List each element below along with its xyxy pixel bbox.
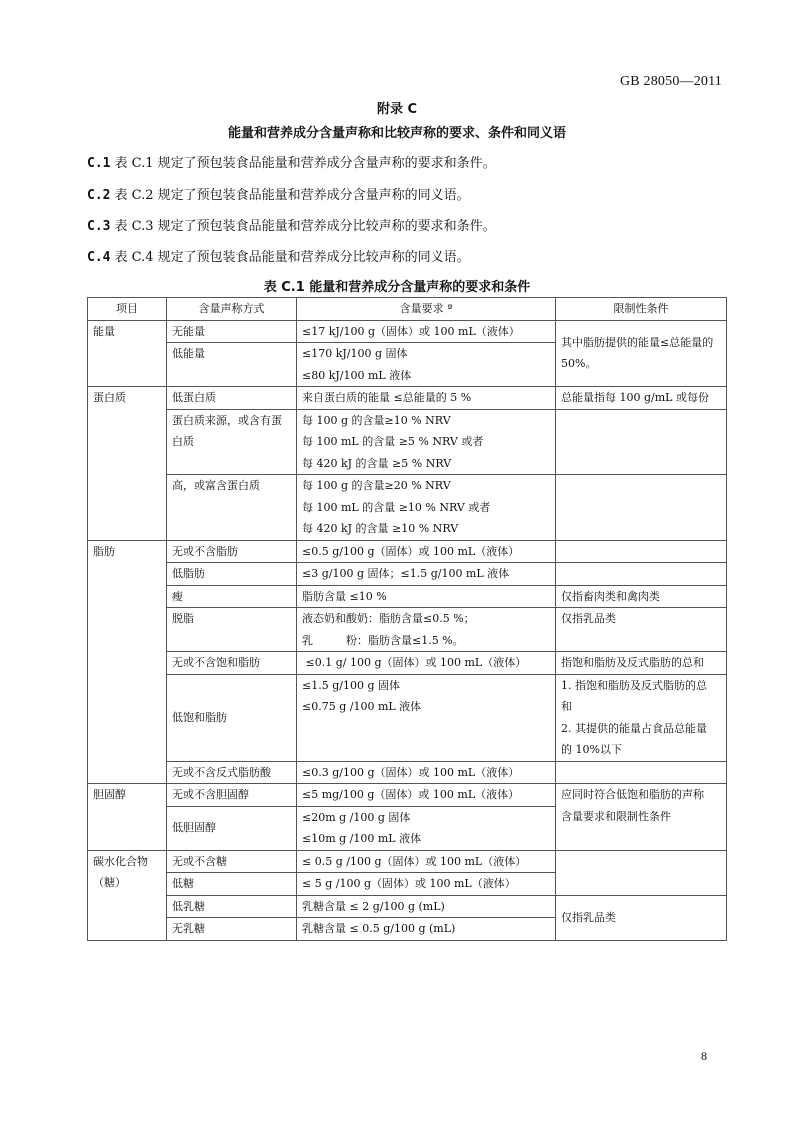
requirement-line: 每 100 g 的含量≥10 % NRV xyxy=(302,413,451,427)
table-row xyxy=(88,674,727,761)
condition-line: 和 xyxy=(561,700,572,713)
requirement-cell xyxy=(297,320,556,343)
table-header-row xyxy=(88,298,727,321)
claim-cell: 低糖 xyxy=(167,873,297,896)
header-condition: 限制性条件 xyxy=(556,298,727,321)
requirement-line: ≤3 g/100 g 固体；≤1.5 g/100 mL 液体 xyxy=(302,567,510,580)
claim-cell: 低脂肪 xyxy=(167,563,297,586)
table-row xyxy=(88,784,727,807)
table-row xyxy=(88,761,727,784)
claim-cell: 脱脂 xyxy=(167,608,297,652)
requirement-cell xyxy=(297,343,556,387)
requirement-cell xyxy=(297,563,556,586)
table-row xyxy=(88,387,727,410)
requirement-cell xyxy=(297,409,556,475)
requirement-cell xyxy=(297,674,556,761)
requirements-table xyxy=(87,297,727,941)
requirement-line: 每 420 kJ 的含量 ≥5 % NRV xyxy=(302,456,452,470)
condition-cell xyxy=(556,850,727,895)
requirement-cell xyxy=(297,918,556,941)
item-line: 碳水化合物 xyxy=(93,854,148,868)
condition-cell xyxy=(556,784,727,851)
claim-cell: 瘦 xyxy=(167,585,297,608)
requirement-line: ≤ 5 g /100 g（固体）或 100 mL（液体） xyxy=(302,877,516,890)
table-row xyxy=(88,320,727,343)
table-row xyxy=(88,409,727,475)
requirement-cell xyxy=(297,608,556,652)
requirement-cell xyxy=(297,761,556,784)
appendix-title: 附录 C xyxy=(376,102,418,117)
claim-cell: 低能量 xyxy=(167,343,297,387)
item-cell: 胆固醇 xyxy=(88,784,167,851)
table-caption: 表 C.1 能量和营养成分含量声称的要求和条件 xyxy=(263,280,531,295)
condition-cell xyxy=(556,387,727,410)
condition-line: 应同时符合低饱和脂肪的声称 xyxy=(561,788,704,801)
condition-cell xyxy=(556,761,727,784)
standard-number: GB 28050—2011 xyxy=(619,74,722,89)
condition-line: 2. 其提供的能量占食品总能量 xyxy=(561,721,707,735)
requirement-cell xyxy=(297,585,556,608)
claim-cell: 无或不含饱和脂肪 xyxy=(167,652,297,675)
condition-cell: 仅指乳品类 xyxy=(556,608,727,652)
condition-cell: 仅指畜肉类和禽肉类 xyxy=(556,585,727,608)
requirement-line: ≤0.75 g /100 mL 液体 xyxy=(302,700,422,713)
header-claim-method: 含量声称方式 xyxy=(167,298,297,321)
table-row xyxy=(88,608,727,652)
requirement-line: 每 100 g 的含量≥20 % NRV xyxy=(302,479,451,492)
requirement-cell xyxy=(297,850,556,873)
table-row xyxy=(88,585,727,608)
claim-cell: 高，或富含蛋白质 xyxy=(167,475,297,541)
item-cell: 蛋白质 xyxy=(88,387,167,541)
condition-line: 的 10%以下 xyxy=(561,743,622,756)
clause-number: C.2 xyxy=(87,188,111,203)
clause-text: 表 C.2 规定了预包装食品能量和营养成分含量声称的同义语。 xyxy=(114,188,470,203)
page-number: 8 xyxy=(701,1049,707,1063)
requirement-line: 每 100 mL 的含量 ≥10 % NRV 或者 xyxy=(302,500,491,514)
clause-text: 表 C.4 规定了预包装食品能量和营养成分比较声称的同义语。 xyxy=(114,250,470,265)
requirement-line: ≤20m g /100 g 固体 xyxy=(302,810,411,824)
requirement-line: 脂肪含量 ≤10 % xyxy=(302,589,387,603)
claim-cell: 无或不含反式脂肪酸 xyxy=(167,761,297,784)
condition-cell xyxy=(556,409,727,475)
clause-c1 xyxy=(87,152,496,171)
requirement-cell xyxy=(297,784,556,807)
clause-text: 表 C.3 规定了预包装食品能量和营养成分比较声称的要求和条件。 xyxy=(114,219,496,234)
condition-cell xyxy=(556,652,727,675)
condition-cell xyxy=(556,563,727,586)
claim-cell: 蛋白质来源，或含有蛋白质 xyxy=(167,409,297,475)
requirement-line: 来自蛋白质的能量 ≤总能量的 5 % xyxy=(302,391,472,404)
condition-cell xyxy=(556,475,727,541)
claim-cell: 低胆固醇 xyxy=(167,806,297,850)
requirement-line: ≤1.5 g/100 g 固体 xyxy=(302,678,400,692)
condition-cell: 其中脂肪提供的能量≤总能量的 50%。 xyxy=(556,320,727,387)
claim-cell: 无或不含脂肪 xyxy=(167,540,297,563)
requirement-line: ≤0.1 g/ 100 g（固体）或 100 mL（液体） xyxy=(302,656,527,669)
requirement-line: ≤0.3 g/100 g（固体）或 100 mL（液体） xyxy=(302,765,520,779)
requirement-line: 每 420 kJ 的含量 ≥10 % NRV xyxy=(302,522,459,535)
condition-cell xyxy=(556,674,727,761)
clause-number: C.4 xyxy=(87,250,111,265)
requirement-line: 乳糖含量 ≤ 0.5 g/100 g (mL) xyxy=(302,922,456,935)
claim-cell: 低乳糖 xyxy=(167,895,297,918)
requirement-cell xyxy=(297,475,556,541)
claim-cell: 无乳糖 xyxy=(167,918,297,941)
condition-cell xyxy=(556,540,727,563)
item-line: （糖） xyxy=(93,876,126,889)
condition-cell: 仅指乳品类 xyxy=(556,895,727,940)
clause-c2 xyxy=(87,184,470,203)
claim-cell: 低蛋白质 xyxy=(167,387,297,410)
clause-number: C.3 xyxy=(87,219,111,234)
condition-line: 总能量指每 100 g/mL 或每份 xyxy=(561,391,709,404)
requirement-line: ≤ 0.5 g /100 g（固体）或 100 mL（液体） xyxy=(302,854,527,868)
table-row xyxy=(88,652,727,675)
requirement-line: ≤80 kJ/100 mL 液体 xyxy=(302,368,412,382)
requirement-line: ≤10m g /100 mL 液体 xyxy=(302,832,422,845)
requirement-cell xyxy=(297,652,556,675)
header-requirement: 含量要求 ª xyxy=(297,298,556,321)
claim-cell: 低饱和脂肪 xyxy=(167,674,297,761)
requirement-line: 乳 粉：脂肪含量≤1.5 %。 xyxy=(302,633,464,647)
table-row xyxy=(88,540,727,563)
table-row xyxy=(88,475,727,541)
clause-text: 表 C.1 规定了预包装食品能量和营养成分含量声称的要求和条件。 xyxy=(114,156,496,171)
claim-cell: 无或不含胆固醇 xyxy=(167,784,297,807)
requirement-line: 乳糖含量 ≤ 2 g/100 g (mL) xyxy=(302,899,445,913)
requirement-cell xyxy=(297,873,556,896)
condition-line: 1. 指饱和脂肪及反式脂肪的总 xyxy=(561,678,707,692)
header-item: 项目 xyxy=(88,298,167,321)
table-row xyxy=(88,850,727,873)
requirement-cell xyxy=(297,806,556,850)
clause-c3 xyxy=(87,215,496,234)
requirement-cell xyxy=(297,895,556,918)
claim-cell: 无能量 xyxy=(167,320,297,343)
requirement-line: 液态奶和酸奶：脂肪含量≤0.5 %； xyxy=(302,612,475,625)
table-row xyxy=(88,895,727,918)
requirement-line: 每 100 mL 的含量 ≥5 % NRV 或者 xyxy=(302,435,484,448)
claim-cell: 无或不含糖 xyxy=(167,850,297,873)
requirement-line: ≤0.5 g/100 g（固体）或 100 mL（液体） xyxy=(302,544,520,558)
requirement-line: ≤17 kJ/100 g（固体）或 100 mL（液体） xyxy=(302,324,520,338)
condition-line: 含量要求和限制性条件 xyxy=(561,809,671,823)
table-row xyxy=(88,563,727,586)
item-cell: 脂肪 xyxy=(88,540,167,784)
item-cell: 能量 xyxy=(88,320,167,387)
condition-line: 指饱和脂肪及反式脂肪的总和 xyxy=(561,656,704,669)
appendix-subtitle: 能量和营养成分含量声称和比较声称的要求、条件和同义语 xyxy=(227,126,566,141)
item-cell xyxy=(88,850,167,940)
requirement-line: ≤5 mg/100 g（固体）或 100 mL（液体） xyxy=(302,788,520,801)
requirement-cell xyxy=(297,387,556,410)
clause-number: C.1 xyxy=(87,156,111,171)
requirement-cell xyxy=(297,540,556,563)
requirement-line: ≤170 kJ/100 g 固体 xyxy=(302,347,408,360)
clause-c4 xyxy=(87,246,470,265)
